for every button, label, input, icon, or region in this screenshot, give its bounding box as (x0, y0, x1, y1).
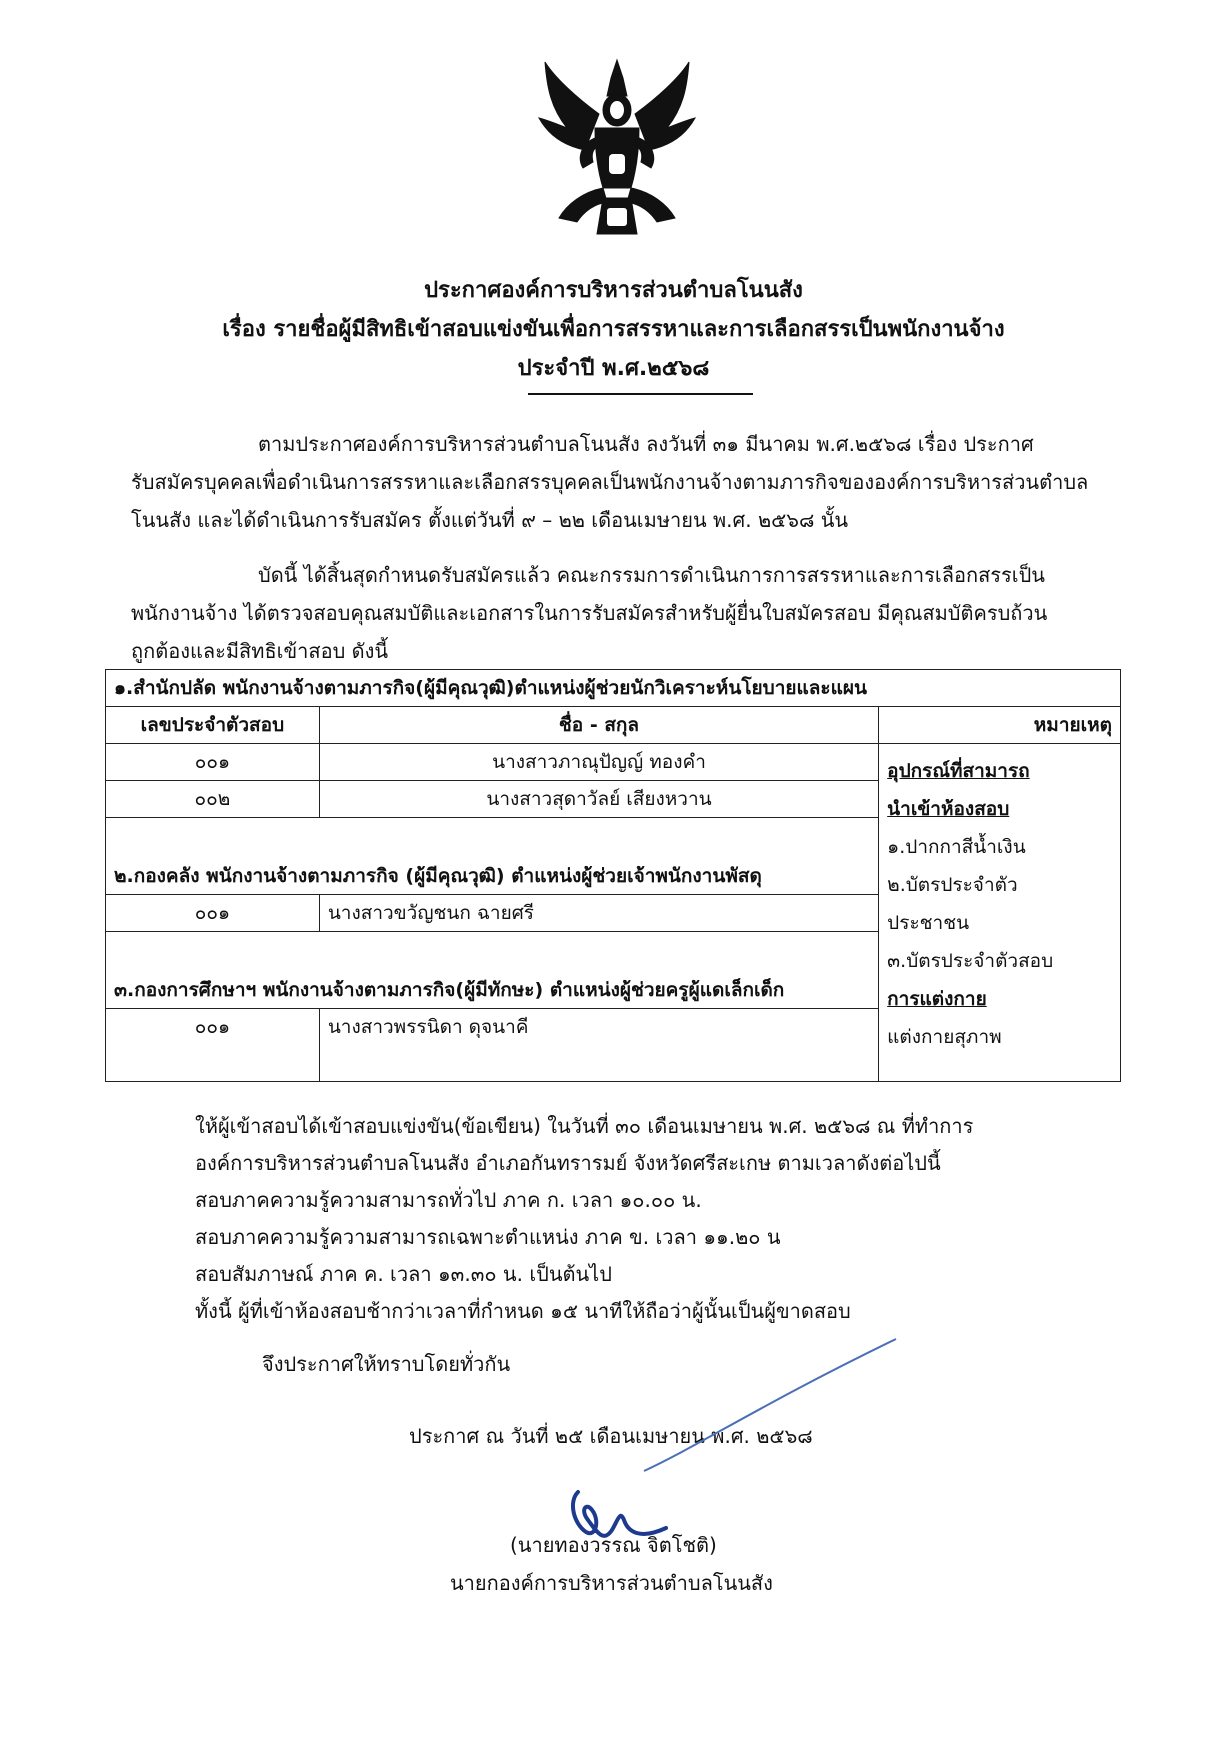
candidate-name: นางสาวพรรนิดา ดุจนาคี (319, 1009, 878, 1046)
paragraph-line: บัดนี้ ได้สิ้นสุดกำหนดรับสมัครแล้ว คณะกรรมการดำเนินการการสรรหาและการเลือกสรรเป็น (258, 563, 1045, 587)
section-header-row (106, 670, 1121, 707)
equipment-item: ประชาชน (887, 912, 970, 934)
column-header-remark: หมายเหตุ (879, 707, 1121, 744)
table-row (106, 744, 1121, 781)
paragraph-line: ตามประกาศองค์การบริหารส่วนตำบลโนนสัง ลงวันที่ ๓๑ มีนาคม พ.ศ.๒๕๖๘ เรื่อง ประกาศ (258, 432, 1034, 456)
closing-statement: จึงประกาศให้ทราบโดยทั่วกัน (262, 1352, 511, 1376)
candidate-name: นางสาวสุดาวัลย์ เสียงหวาน (319, 781, 878, 818)
column-header-name: ชื่อ - สกุล (319, 707, 878, 744)
remarks-cell (879, 744, 1121, 1082)
schedule-line: ให้ผู้เข้าสอบได้เข้าสอบแข่งขัน(ข้อเขียน) ในวันที่ ๓๐ เดือนเมษายน พ.ศ. ๒๕๖๘ ณ ที่ทำการ (195, 1114, 974, 1138)
blank-cell (106, 818, 879, 859)
section-title: ๒.กองคลัง พนักงานจ้างตามภารกิจ (ผู้มีคุณวุฒิ) ตำแหน่งผู้ช่วยเจ้าพนักงานพัสดุ (106, 858, 879, 895)
schedule-line: สอบภาคความรู้ความสามารถทั่วไป ภาค ก. เวลา ๑๐.๐๐ น. (195, 1188, 702, 1212)
pen-stroke-icon (640, 1335, 900, 1475)
candidate-id: ๐๐๑ (106, 1009, 320, 1046)
equipment-title: นำเข้าห้องสอบ (887, 798, 1010, 820)
column-header-row (106, 707, 1121, 744)
announcement-subject: เรื่อง รายชื่อผู้มีสิทธิเข้าสอบแข่งขันเพื่อการสรรหาและการเลือกสรรเป็นพนักงานจ้าง (222, 317, 1005, 342)
dress-code: แต่งกายสุภาพ (887, 1026, 1002, 1048)
garuda-emblem-icon (537, 58, 697, 236)
candidate-name: นางสาวขวัญชนก ฉายศรี (319, 895, 878, 932)
candidate-table (105, 669, 1121, 1082)
announcement-title: ประกาศองค์การบริหารส่วนตำบลโนนสัง (424, 278, 803, 303)
column-header-id: เลขประจำตัวสอบ (106, 707, 320, 744)
equipment-item: ๓.บัตรประจำตัวสอบ (887, 950, 1054, 972)
schedule-line: องค์การบริหารส่วนตำบลโนนสัง อำเภอกันทรารมย์ จังหวัดศรีสะเกษ ตามเวลาดังต่อไปนี้ (195, 1151, 941, 1175)
paragraph-line: รับสมัครบุคคลเพื่อดำเนินการสรรหาและเลือกสรรบุคคลเป็นพนักงานจ้างตามภารกิจขององค์การบริหารส่วนตำบล (131, 470, 1089, 494)
dress-title: การแต่งกาย (887, 988, 987, 1010)
schedule-line: สอบสัมภาษณ์ ภาค ค. เวลา ๑๓.๓๐ น. เป็นต้นไป (195, 1262, 612, 1286)
announcement-date: ประกาศ ณ วันที่ ๒๕ เดือนเมษายน พ.ศ. ๒๕๖๘ (409, 1424, 813, 1448)
equipment-title: อุปกรณ์ที่สามารถ (887, 760, 1030, 782)
schedule-line: ทั้งนี้ ผู้ที่เข้าห้องสอบช้ากว่าเวลาที่กำหนด ๑๕ นาทีให้ถือว่าผู้นั้นเป็นผู้ขาดสอบ (195, 1299, 851, 1323)
candidate-name: นางสาวภาณุปัญญ์ ทองคำ (319, 744, 878, 781)
blank-cell (106, 1045, 320, 1082)
title-divider (528, 393, 753, 395)
candidate-id: ๐๐๒ (106, 781, 320, 818)
section-title: ๑.สำนักปลัด พนักงานจ้างตามภารกิจ(ผู้มีคุณวุฒิ)ตำแหน่งผู้ช่วยนักวิเคราะห์นโยบายและแผน (106, 670, 1121, 707)
schedule-line: สอบภาคความรู้ความสามารถเฉพาะตำแหน่ง ภาค ข. เวลา ๑๑.๒๐ น (195, 1225, 781, 1249)
section-title: ๓.กองการศึกษาฯ พนักงานจ้างตามภารกิจ(ผู้มีทักษะ) ตำแหน่งผู้ช่วยครูผู้แดเล็กเด็ก (106, 972, 879, 1009)
signatory-name: (นายทองวรรณ จิตโชติ) (510, 1533, 717, 1557)
paragraph-result (131, 556, 1121, 670)
blank-cell (106, 932, 879, 973)
paragraph-line: พนักงานจ้าง ได้ตรวจสอบคุณสมบัติและเอกสารในการรับสมัครสำหรับผู้ยื่นใบสมัครสอบ มีคุณสมบัติครบถ้วน (131, 601, 1048, 625)
equipment-item: ๒.บัตรประจำตัว (887, 874, 1018, 896)
exam-schedule (195, 1108, 973, 1330)
paragraph-line: ถูกต้องและมีสิทธิเข้าสอบ ดังนี้ (131, 639, 389, 663)
paragraph-line: โนนสัง และได้ดำเนินการรับสมัคร ตั้งแต่วันที่ ๙ – ๒๒ เดือนเมษายน พ.ศ. ๒๕๖๘ นั้น (131, 508, 849, 532)
blank-cell (319, 1045, 878, 1082)
candidate-id: ๐๐๑ (106, 744, 320, 781)
announcement-year: ประจำปี พ.ศ.๒๕๖๘ (517, 356, 710, 381)
signatory-position: นายกองค์การบริหารส่วนตำบลโนนสัง (450, 1571, 773, 1595)
equipment-item: ๑.ปากกาสีน้ำเงิน (887, 836, 1026, 858)
paragraph-reference (131, 425, 1121, 539)
candidate-id: ๐๐๑ (106, 895, 320, 932)
